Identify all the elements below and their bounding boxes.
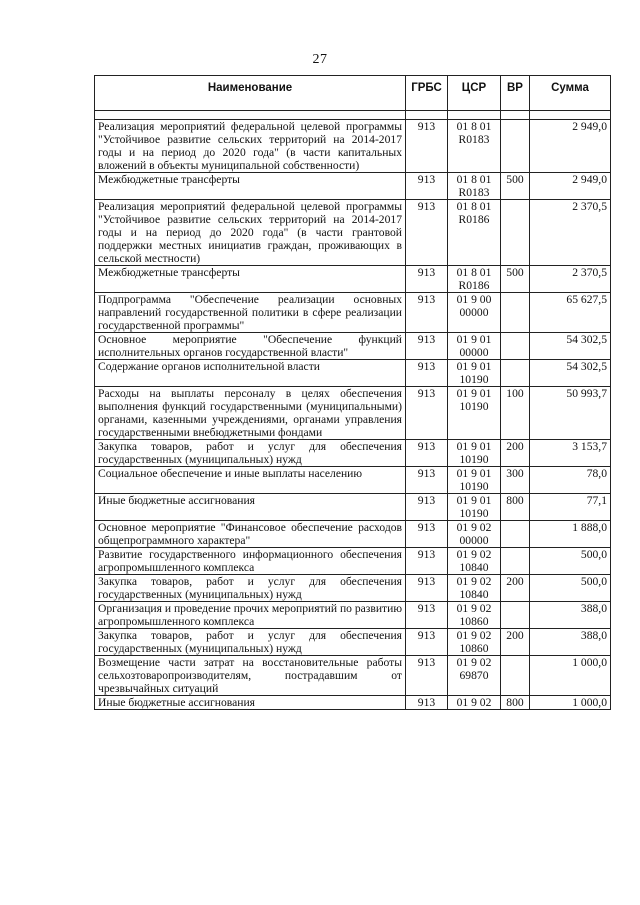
row-csr xyxy=(448,440,501,467)
row-grbs: 913 xyxy=(406,602,448,629)
row-csr-code: 01 9 01 xyxy=(456,494,492,507)
row-grbs: 913 xyxy=(406,575,448,602)
row-csr-code: 01 8 01 xyxy=(456,173,492,186)
row-vr xyxy=(501,293,530,333)
row-csr-code: 01 8 01 xyxy=(456,266,492,279)
header-name: Наименование xyxy=(95,76,406,111)
row-csr xyxy=(448,629,501,656)
row-sum: 1 888,0 xyxy=(530,521,611,548)
row-csr-suffix: 10190 xyxy=(459,453,489,466)
row-grbs: 913 xyxy=(406,173,448,200)
table-row xyxy=(95,360,611,387)
row-csr-code: 01 9 02 xyxy=(456,696,492,709)
row-csr-suffix: 00000 xyxy=(459,306,489,319)
row-grbs: 913 xyxy=(406,494,448,521)
row-csr-suffix: 00000 xyxy=(459,346,489,359)
row-name: Закупка товаров, работ и услуг для обеспечения государственных (муниципальных) нужд xyxy=(95,629,406,656)
row-csr-code: 01 8 01 xyxy=(456,120,492,133)
row-csr xyxy=(448,173,501,200)
table-row xyxy=(95,293,611,333)
row-sum: 78,0 xyxy=(530,467,611,494)
row-csr-code: 01 9 01 xyxy=(456,467,492,480)
row-csr xyxy=(448,696,501,710)
row-csr-code: 01 9 01 xyxy=(456,360,492,373)
row-csr-code: 01 9 01 xyxy=(456,333,492,346)
row-vr: 200 xyxy=(501,440,530,467)
row-grbs: 913 xyxy=(406,440,448,467)
row-sum: 2 370,5 xyxy=(530,266,611,293)
row-csr-code: 01 8 01 xyxy=(456,200,492,213)
row-csr-code: 01 9 02 xyxy=(456,656,492,669)
row-sum: 2 949,0 xyxy=(530,120,611,173)
row-grbs: 913 xyxy=(406,293,448,333)
row-name: Закупка товаров, работ и услуг для обеспечения государственных (муниципальных) нужд xyxy=(95,575,406,602)
table-row xyxy=(95,602,611,629)
row-sum: 500,0 xyxy=(530,548,611,575)
row-csr-code: 01 9 01 xyxy=(456,440,492,453)
row-grbs: 913 xyxy=(406,200,448,266)
row-vr: 500 xyxy=(501,266,530,293)
row-name: Развитие государственного информационного обеспечения агропромышленного комплекса xyxy=(95,548,406,575)
row-csr-suffix: R0186 xyxy=(458,213,490,226)
row-csr xyxy=(448,293,501,333)
row-vr xyxy=(501,548,530,575)
row-name: Социальное обеспечение и иные выплаты населению xyxy=(95,467,406,494)
row-name: Содержание органов исполнительной власти xyxy=(95,360,406,387)
row-vr: 800 xyxy=(501,696,530,710)
row-csr-code: 01 9 02 xyxy=(456,575,492,588)
spacer-row xyxy=(95,111,611,120)
row-vr: 200 xyxy=(501,629,530,656)
header-sum: Сумма xyxy=(530,76,611,111)
row-csr-suffix: 10840 xyxy=(459,588,489,601)
row-grbs: 913 xyxy=(406,387,448,440)
row-csr xyxy=(448,360,501,387)
row-csr xyxy=(448,494,501,521)
budget-table xyxy=(94,75,611,710)
row-csr xyxy=(448,602,501,629)
row-name: Расходы на выплаты персоналу в целях обеспечения выполнения функций государственными (муниципальными) органами, казенными учреждениями, органами управления государственными внебюджетными фондами xyxy=(95,387,406,440)
row-csr-suffix: 10860 xyxy=(459,642,489,655)
row-grbs: 913 xyxy=(406,360,448,387)
row-csr-suffix: R0186 xyxy=(458,279,490,292)
row-name: Основное мероприятие "Финансовое обеспечение расходов общепрограммного характера" xyxy=(95,521,406,548)
row-csr-code: 01 9 02 xyxy=(456,629,492,642)
table-row xyxy=(95,200,611,266)
row-vr xyxy=(501,200,530,266)
row-csr xyxy=(448,467,501,494)
row-csr xyxy=(448,521,501,548)
row-sum: 54 302,5 xyxy=(530,333,611,360)
row-sum: 2 370,5 xyxy=(530,200,611,266)
row-name: Иные бюджетные ассигнования xyxy=(95,494,406,521)
row-name: Реализация мероприятий федеральной целевой программы "Устойчивое развитие сельских территорий на 2014-2017 годы и на период до 2020 года" (в части грантовой поддержки местных инициатив граждан, проживающих в сельской местности) xyxy=(95,200,406,266)
table-row xyxy=(95,548,611,575)
row-sum: 54 302,5 xyxy=(530,360,611,387)
row-vr xyxy=(501,360,530,387)
page-number: 27 xyxy=(312,52,328,67)
table-row xyxy=(95,120,611,173)
row-vr: 800 xyxy=(501,494,530,521)
row-vr: 500 xyxy=(501,173,530,200)
row-grbs: 913 xyxy=(406,120,448,173)
row-grbs: 913 xyxy=(406,696,448,710)
row-grbs: 913 xyxy=(406,656,448,696)
row-csr xyxy=(448,575,501,602)
row-sum: 50 993,7 xyxy=(530,387,611,440)
row-name: Межбюджетные трансферты xyxy=(95,173,406,200)
row-csr-suffix: R0183 xyxy=(458,186,490,199)
row-grbs: 913 xyxy=(406,629,448,656)
table-row xyxy=(95,440,611,467)
row-name: Межбюджетные трансферты xyxy=(95,266,406,293)
table-row xyxy=(95,575,611,602)
row-sum: 388,0 xyxy=(530,602,611,629)
row-csr-suffix: 10190 xyxy=(459,507,489,520)
row-vr xyxy=(501,120,530,173)
header-grbs: ГРБС xyxy=(406,76,448,111)
row-csr-code: 01 9 02 xyxy=(456,548,492,561)
row-grbs: 913 xyxy=(406,467,448,494)
row-sum: 77,1 xyxy=(530,494,611,521)
row-csr-code: 01 9 02 xyxy=(456,521,492,534)
row-csr xyxy=(448,120,501,173)
table-row xyxy=(95,173,611,200)
row-csr-code: 01 9 01 xyxy=(456,387,492,400)
row-csr-suffix: 10190 xyxy=(459,400,489,413)
row-name: Основное мероприятие "Обеспечение функций исполнительных органов государственной власти" xyxy=(95,333,406,360)
row-vr xyxy=(501,656,530,696)
table-row xyxy=(95,387,611,440)
table-row xyxy=(95,333,611,360)
row-sum: 388,0 xyxy=(530,629,611,656)
table-row xyxy=(95,629,611,656)
row-sum: 1 000,0 xyxy=(530,656,611,696)
row-name: Закупка товаров, работ и услуг для обеспечения государственных (муниципальных) нужд xyxy=(95,440,406,467)
row-sum: 1 000,0 xyxy=(530,696,611,710)
row-csr-suffix: 10190 xyxy=(459,373,489,386)
row-name: Возмещение части затрат на восстановительные работы сельхозтоваропроизводителям, пострадавшим от чрезвычайных ситуаций xyxy=(95,656,406,696)
row-name: Иные бюджетные ассигнования xyxy=(95,696,406,710)
row-csr-suffix: 10840 xyxy=(459,561,489,574)
row-grbs: 913 xyxy=(406,266,448,293)
row-csr-suffix: 10860 xyxy=(459,615,489,628)
row-csr xyxy=(448,548,501,575)
table-row xyxy=(95,494,611,521)
row-vr xyxy=(501,602,530,629)
row-vr: 100 xyxy=(501,387,530,440)
table-row xyxy=(95,521,611,548)
header-csr: ЦСР xyxy=(448,76,501,111)
row-csr-code: 01 9 00 xyxy=(456,293,492,306)
table-row xyxy=(95,467,611,494)
row-name: Реализация мероприятий федеральной целевой программы "Устойчивое развитие сельских территорий на 2014-2017 годы и на период до 2020 года" (в части капитальных вложений в объекты муниципальной собственности) xyxy=(95,120,406,173)
row-sum: 3 153,7 xyxy=(530,440,611,467)
row-grbs: 913 xyxy=(406,521,448,548)
table-row xyxy=(95,696,611,710)
row-csr-suffix: 10190 xyxy=(459,480,489,493)
row-csr xyxy=(448,200,501,266)
row-csr-suffix: 69870 xyxy=(459,669,489,682)
row-sum: 2 949,0 xyxy=(530,173,611,200)
header-vr: ВР xyxy=(501,76,530,111)
row-vr: 300 xyxy=(501,467,530,494)
table-header-row xyxy=(95,76,611,111)
row-csr-suffix: 00000 xyxy=(459,534,489,547)
row-grbs: 913 xyxy=(406,548,448,575)
row-csr xyxy=(448,656,501,696)
row-vr xyxy=(501,521,530,548)
row-vr: 200 xyxy=(501,575,530,602)
row-grbs: 913 xyxy=(406,333,448,360)
row-sum: 65 627,5 xyxy=(530,293,611,333)
row-sum: 500,0 xyxy=(530,575,611,602)
row-name: Организация и проведение прочих мероприятий по развитию агропромышленного комплекса xyxy=(95,602,406,629)
row-csr-code: 01 9 02 xyxy=(456,602,492,615)
table-row xyxy=(95,656,611,696)
table-row xyxy=(95,266,611,293)
row-csr xyxy=(448,387,501,440)
row-name: Подпрограмма "Обеспечение реализации основных направлений государственной политики в сфере реализации государственной программы" xyxy=(95,293,406,333)
row-csr xyxy=(448,266,501,293)
row-csr-suffix: R0183 xyxy=(458,133,490,146)
row-csr xyxy=(448,333,501,360)
row-vr xyxy=(501,333,530,360)
